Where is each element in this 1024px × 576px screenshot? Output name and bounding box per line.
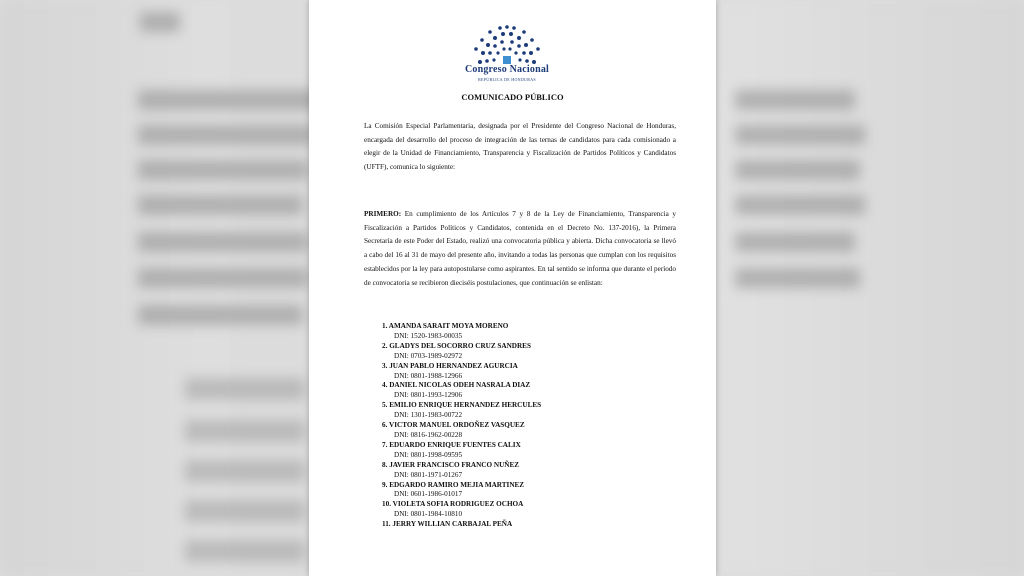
- list-item: [382, 500, 682, 520]
- candidate-dni: DNI: 0801-1988-12966: [394, 371, 463, 380]
- document-page: [309, 0, 716, 576]
- candidate-name: 4. DANIEL NICOLAS ODEH NASRALA DIAZ: [382, 381, 531, 390]
- primero-text: En cumplimiento de los Artículos 7 y 8 de la Ley de Financiamiento, Transparencia y Fiscalización a Partidos Políticos y Candidatos, contenida en el Decreto No. 137-2016), la Primera Secretaría de este Poder del Estado, realizó una convocatoria pública y abierta. Dicha convocatoria se llevó a cabo del 16 al 31 de mayo del presente año, invitando a todas las personas que cumplan con los requisitos establecidos por la ley para autopostularse como aspirantes. En tal sentido se informa que durante el período de convocatoria se recibieron dieciséis postulaciones, que continuación se enlistan:: [364, 210, 676, 287]
- candidate-dni: DNI: 0801-1998-09595: [394, 450, 463, 459]
- backdrop-text-line: [735, 125, 865, 145]
- candidate-name: 8. JAVIER FRANCISCO FRANCO NUÑEZ: [382, 460, 520, 469]
- list-item: [382, 520, 682, 530]
- candidate-name: 10. VIOLETA SOFIA RODRIGUEZ OCHOA: [382, 500, 524, 509]
- backdrop-list-line: [185, 378, 305, 400]
- list-item: [382, 381, 682, 401]
- candidate-name: 2. GLADYS DEL SOCORRO CRUZ SANDRES: [382, 341, 531, 350]
- candidate-dni: DNI: 0801-1993-12906: [394, 391, 463, 400]
- candidate-dni: DNI: 0703-1989-02972: [394, 351, 463, 360]
- logo-subtitle: REPÚBLICA DE HONDURAS: [478, 77, 536, 82]
- backdrop-text-line: [138, 90, 318, 110]
- intro-paragraph: La Comisión Especial Parlamentaria, designada por el Presidente del Congreso Nacional de Honduras, encargada del desarrollo del proceso de integración de las ternas de candidatos para cada comisionado a elegir de la Unidad de Financiamiento, Transparencia y Fiscalización de Partidos Políticos y Candidatos (UFTF), comunica lo siguiente:: [364, 122, 676, 172]
- backdrop-text-line: [138, 268, 308, 288]
- logo-title: Congreso Nacional: [464, 64, 550, 75]
- list-item: [382, 441, 682, 461]
- backdrop-text-line: [138, 160, 308, 180]
- list-item: [382, 322, 682, 342]
- backdrop-text-line: [138, 195, 303, 215]
- hemicycle-seats-icon: [442, 24, 572, 66]
- candidate-dni: DNI: 0801-1984-10810: [394, 510, 463, 519]
- list-item: [382, 342, 682, 362]
- backdrop-text-line: [735, 195, 865, 215]
- backdrop-list-line: [185, 460, 305, 482]
- primero-label: PRIMERO:: [364, 210, 402, 218]
- backdrop-list-line: [185, 500, 305, 522]
- congreso-nacional-logo: [442, 24, 572, 86]
- candidate-name: 6. VICTOR MANUEL ORDOÑEZ VASQUEZ: [382, 421, 525, 430]
- backdrop-text-line: [735, 232, 855, 252]
- backdrop-text-line: [735, 160, 860, 180]
- candidate-dni: DNI: 1301-1983-00722: [394, 411, 463, 420]
- backdrop-left-shade: [0, 0, 230, 576]
- backdrop-text-line: [140, 12, 180, 32]
- backdrop-right-shade: [714, 0, 1024, 576]
- backdrop-text-line: [735, 90, 855, 110]
- list-item: [382, 461, 682, 481]
- candidate-dni: DNI: 0816-1962-00228: [394, 430, 463, 439]
- candidate-name: 9. EDGARDO RAMIRO MEJIA MARTINEZ: [382, 480, 525, 489]
- backdrop-text-line: [138, 125, 313, 145]
- list-item: [382, 481, 682, 501]
- list-item: [382, 362, 682, 382]
- candidate-dni: DNI: 1520-1983-00035: [394, 331, 463, 340]
- primero-paragraph: [364, 208, 676, 290]
- backdrop-text-line: [138, 305, 303, 325]
- candidate-name: 11. JERRY WILLIAN CARBAJAL PEÑA: [382, 520, 513, 529]
- backdrop-text-line: [138, 232, 308, 252]
- candidate-dni: DNI: 0801-1971-01267: [394, 470, 463, 479]
- backdrop-list-line: [185, 540, 305, 562]
- candidate-name: 7. EDUARDO ENRIQUE FUENTES CALIX: [382, 440, 521, 449]
- candidate-dni: DNI: 0601-1986-01017: [394, 490, 463, 499]
- document-heading: COMUNICADO PÚBLICO: [461, 92, 564, 102]
- candidate-name: 1. AMANDA SARAIT MOYA MORENO: [382, 322, 509, 330]
- candidate-name: 3. JUAN PABLO HERNANDEZ AGURCIA: [382, 361, 518, 370]
- backdrop-list-line: [185, 420, 305, 442]
- list-item: [382, 421, 682, 441]
- backdrop-text-line: [735, 268, 860, 288]
- candidate-list: [382, 322, 682, 530]
- candidate-name: 5. EMILIO ENRIQUE HERNANDEZ HERCULES: [382, 401, 542, 410]
- list-item: [382, 401, 682, 421]
